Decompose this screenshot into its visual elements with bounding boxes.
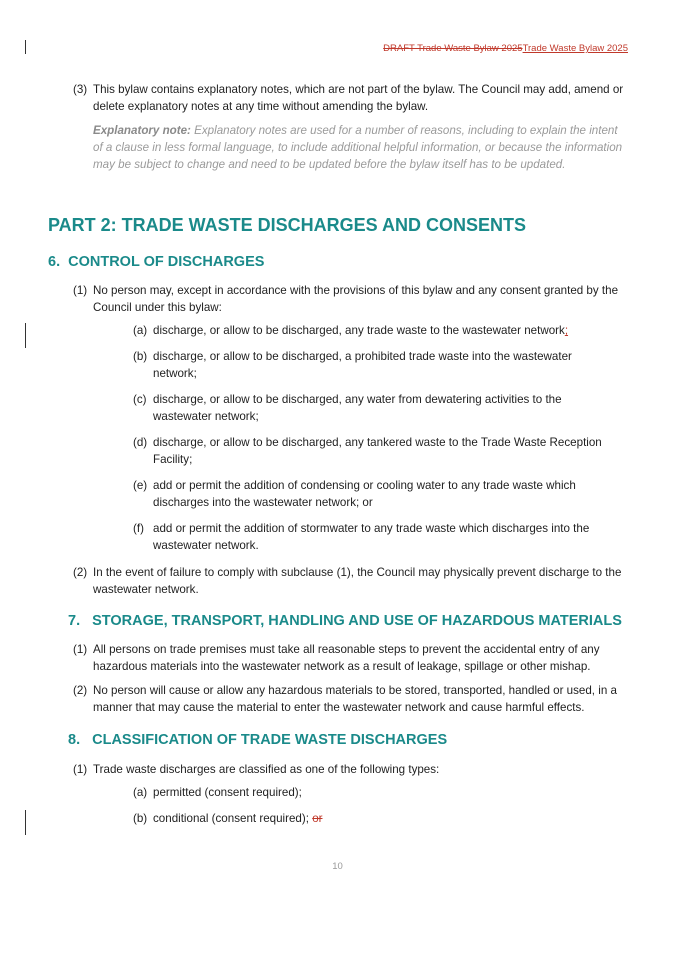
section-6-heading (48, 253, 264, 271)
clause-number: (3) (73, 83, 88, 96)
tracked-insertion: ; (564, 324, 569, 337)
section-8-heading (68, 731, 447, 749)
clause-text: This bylaw contains explanatory notes, which are not part of the bylaw. The Council may add, amend or delete explanatory notes at any time without amending the bylaw. (93, 83, 624, 113)
clause-text: All persons on trade premises must take all reasonable steps to prevent the accidental entry of any hazardous materials into the wastewater network as a result of leakage, spillage or other mishap. (93, 643, 600, 673)
change-bar (25, 40, 26, 54)
subclause-number: (f) (133, 522, 144, 535)
clause-text: No person will cause or allow any hazardous materials to be stored, transported, handled or used, in a manner that may cause the material to enter the wastewater network and cause harmful effects. (93, 684, 617, 714)
header-deleted-title: DRAFT Trade Waste Bylaw 2025 (383, 43, 523, 54)
subclause-number: (b) (133, 812, 148, 825)
clause-text: In the event of failure to comply with subclause (1), the Council may physically prevent discharge to the wastewater network. (93, 566, 622, 596)
subclause-text: discharge, or allow to be discharged, any trade waste to the wastewater network; (153, 324, 569, 337)
clause-text: Trade waste discharges are classified as one of the following types: (93, 763, 440, 776)
section-title: STORAGE, TRANSPORT, HANDLING AND USE OF HAZARDOUS MATERIALS (92, 613, 622, 629)
section-number: 7. (68, 613, 81, 629)
subclause-text: permitted (consent required); (153, 786, 302, 799)
subclause-text: add or permit the addition of stormwater to any trade waste which discharges into the wastewater network. (153, 522, 590, 552)
subclause-number: (b) (133, 350, 148, 363)
subclause-number: (a) (133, 324, 148, 337)
section-number: 8. (68, 732, 81, 748)
clause-number: (1) (73, 643, 88, 656)
section-number: 6. (48, 254, 61, 270)
clause-number: (1) (73, 763, 88, 776)
page-number: 10 (332, 861, 343, 872)
note-text: Explanatory notes are used for a number of reasons, including to explain the intent of a clause in less formal language, to include additional helpful information, or because the information may be subject to change and need to be updated before the bylaw itself has to be updated. (93, 124, 623, 171)
clause-number: (1) (73, 284, 88, 297)
change-bar (25, 810, 26, 835)
subclause-text: conditional (consent required); or (153, 812, 323, 825)
part-heading: PART 2: TRADE WASTE DISCHARGES AND CONSENTS (48, 215, 527, 235)
section-title: CLASSIFICATION OF TRADE WASTE DISCHARGES (92, 732, 448, 748)
subclause-text: add or permit the addition of condensing or cooling water to any trade waste which discharges into the wastewater network; or (153, 479, 576, 509)
subclause-text: discharge, or allow to be discharged, any tankered waste to the Trade Waste Reception Facility; (153, 436, 602, 466)
subclause-text: discharge, or allow to be discharged, a prohibited trade waste into the wastewater network; (153, 350, 572, 380)
note-label: Explanatory note: (93, 124, 191, 137)
explanatory-note (93, 122, 628, 173)
clause-text: No person may, except in accordance with the provisions of this bylaw and any consent granted by the Council under this bylaw: (93, 284, 619, 314)
tracked-deletion: or (312, 812, 323, 825)
subclause-number: (d) (133, 436, 148, 449)
section-7-heading (68, 612, 622, 630)
subclause-number: (a) (133, 786, 148, 799)
clause-number: (2) (73, 566, 88, 579)
subclause-number: (c) (133, 393, 147, 406)
subclause-text: discharge, or allow to be discharged, any water from dewatering activities to the wastewater network; (153, 393, 562, 423)
subclause-number: (e) (133, 479, 148, 492)
section-title: CONTROL OF DISCHARGES (68, 254, 265, 270)
change-bar (25, 323, 26, 348)
page-header (383, 43, 628, 55)
clause-number: (2) (73, 684, 88, 697)
header-inserted-title: Trade Waste Bylaw 2025 (522, 43, 628, 54)
